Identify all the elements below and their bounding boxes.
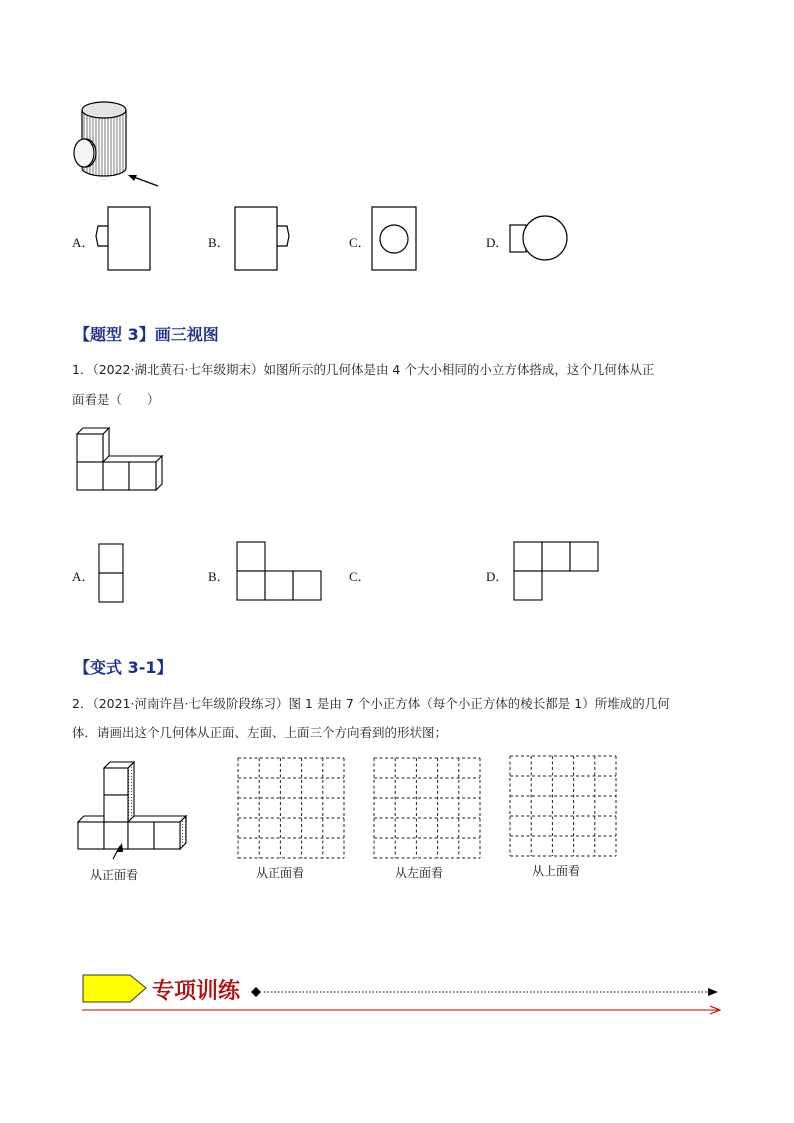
section-heading-3: 【题型 3】画三视图 (74, 325, 219, 344)
option-c-label: C． (349, 235, 371, 250)
caption-front-view: 从正面看 (256, 866, 305, 880)
option-d-figure (509, 212, 571, 264)
q1-option-c-label: C． (349, 569, 371, 584)
question-2-text-line2: 体．请画出这个几何体从正面、左面、上面三个方向看到的形状图； (72, 725, 448, 740)
option-b-label: B． (208, 235, 230, 250)
option-a-label: A． (72, 235, 95, 250)
q1-option-a-label: A． (72, 569, 95, 584)
caption-top-view: 从上面看 (532, 864, 581, 878)
option-c-figure (371, 206, 419, 272)
variant-heading: 【变式 3-1】 (74, 658, 173, 677)
banner-title: 专项训练 (152, 978, 241, 1004)
top-view-grid[interactable] (508, 754, 620, 858)
seven-cube-figure (76, 760, 196, 865)
cylinder-figure (68, 100, 168, 195)
front-view-grid[interactable] (236, 756, 348, 860)
q1-option-d-figure (513, 541, 601, 603)
q1-option-d-label: D． (486, 569, 509, 584)
q1-option-b-figure (236, 541, 324, 603)
question-1-text-line1: 1．（2022·湖北黄石·七年级期末）如图所示的几何体是由 4 个大小相同的小立方体搭成，这个几何体从正 (72, 362, 655, 377)
figure-caption-front: 从正面看 (90, 868, 139, 882)
banner-lines (80, 984, 726, 1018)
option-b-figure (233, 206, 293, 272)
q1-option-a-figure (98, 543, 126, 605)
left-view-grid[interactable] (372, 756, 484, 860)
question-2-text-line1: 2．（2021·河南许昌·七年级阶段练习）图 1 是由 7 个小正方体（每个小正方体的棱长都是 1）所堆成的几何 (72, 696, 670, 711)
question-1-text-line2: 面看是（ ） (72, 392, 160, 407)
caption-left-view: 从左面看 (395, 866, 444, 880)
option-a-figure (94, 206, 152, 272)
option-d-label: D． (486, 235, 509, 250)
q1-option-b-label: B． (208, 569, 230, 584)
cube-stack-figure (76, 426, 168, 492)
